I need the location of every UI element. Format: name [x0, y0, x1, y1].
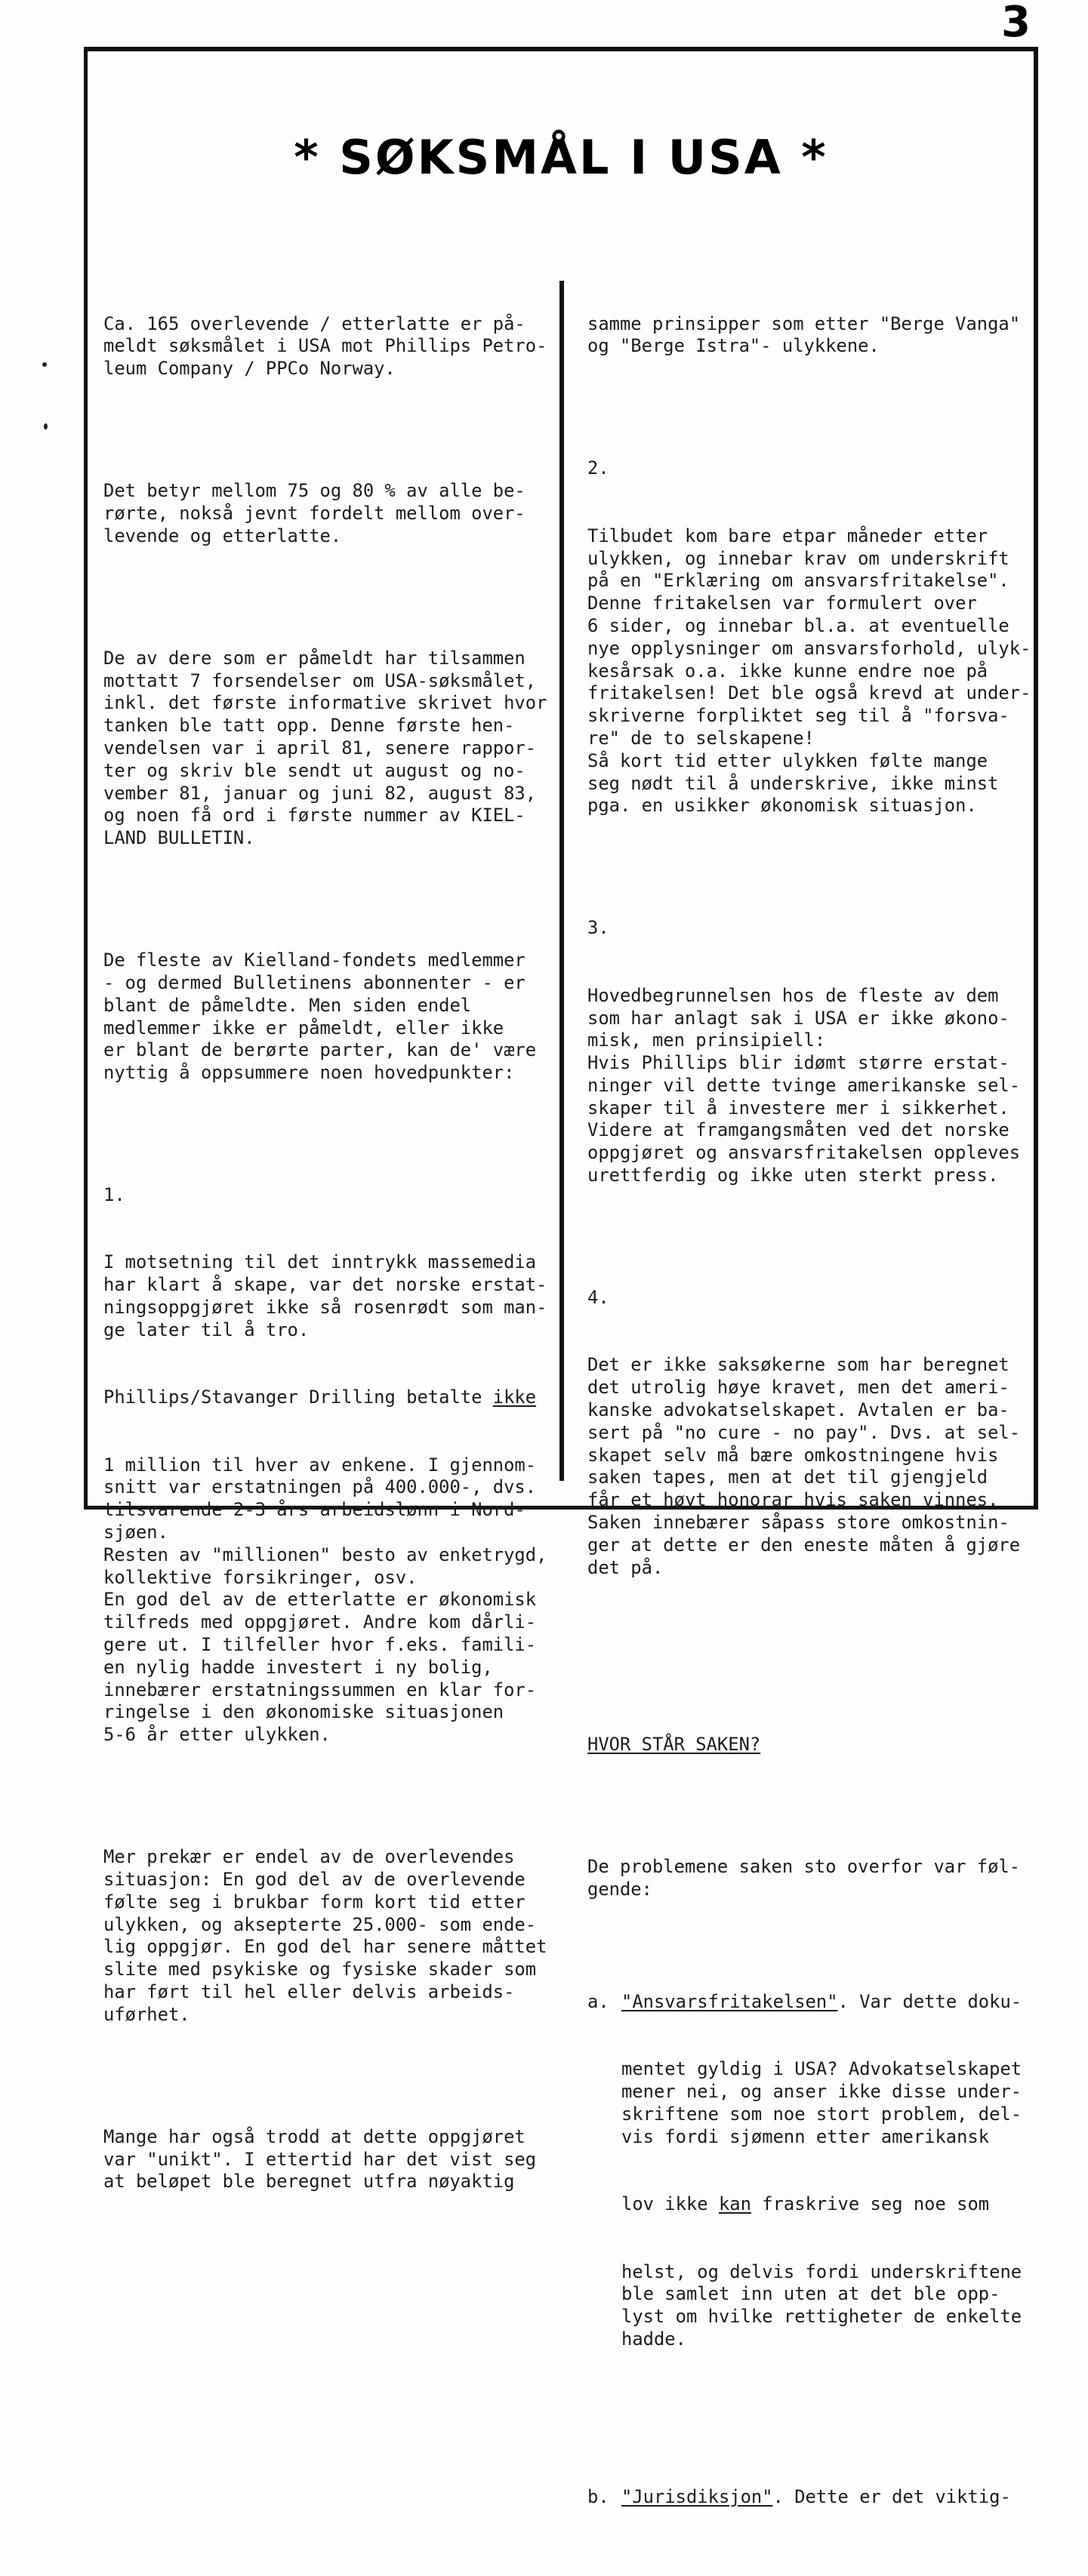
text-line: skriverne forpliktet seg til å "forsva-: [587, 705, 1009, 727]
text-line: ringelse i den økonomiske situasjonen: [103, 1701, 504, 1723]
text-line: ningsoppgjøret ikke så rosenrødt som man-: [103, 1297, 547, 1319]
text-line: 5-6 år etter ulykken.: [103, 1724, 331, 1746]
text-line: meldt søksmålet i USA mot Phillips Petro-: [103, 335, 547, 357]
list-marker: a.: [587, 1990, 609, 2012]
text-line: og noen få ord i første nummer av KIEL-: [103, 805, 526, 826]
text-line: ter og skriv ble sendt ut august og no-: [103, 759, 526, 781]
text-line: følte seg i brukbar form kort tid etter: [103, 1891, 526, 1913]
text-line: helst, og delvis fordi underskriftene: [621, 2261, 1022, 2282]
underlined-word: kan: [718, 2193, 751, 2215]
text-line: uførhet.: [103, 2003, 190, 2025]
text-line: lyst om hvilke rettigheter de enkelte: [621, 2306, 1022, 2328]
page-number: 3: [1001, 0, 1031, 47]
text-line: Mer prekær er endel av de overlevendes: [103, 1846, 515, 1868]
text-line: Hvis Phillips blir idømt større erstat-: [587, 1052, 1009, 1074]
text-line: tilsvarende 2-3 års arbeidslønn i Nord-: [103, 1499, 526, 1521]
text-line: pga. en usikker økonomisk situasjon.: [587, 795, 977, 817]
text-line: ble samlet inn uten at det ble opp-: [621, 2283, 1000, 2305]
text-line: får et høyt honorar hvis saken vinnes.: [587, 1489, 999, 1511]
text-line: misk, men prinsipiell:: [587, 1029, 826, 1051]
text-line: Det betyr mellom 75 og 80 % av alle be-: [103, 480, 526, 502]
list-item-b: [587, 2441, 1033, 2553]
text-line: kesårsak o.a. ikke kunne endre noe på: [587, 660, 988, 682]
text-line: skapet selv må bære omkostningene hvis: [587, 1444, 999, 1466]
paragraph: [587, 985, 1033, 1187]
text-line: blant de påmeldte. Men siden endel: [103, 994, 472, 1016]
section-number: 3.: [587, 917, 609, 939]
text-line: levende og etterlatte.: [103, 525, 342, 546]
text-line: urettferdig og ikke uten sterkt press.: [587, 1165, 999, 1186]
paragraph: [103, 648, 556, 850]
section-heading: HVOR STÅR SAKEN?: [587, 1734, 761, 1756]
text-line: Ca. 165 overlevende / etterlatte er på-: [103, 312, 526, 334]
text-fragment: Phillips/Stavanger Drilling betalte: [103, 1386, 493, 1408]
text-line: sjøen.: [103, 1522, 168, 1543]
text-line: vis fordi sjømenn etter amerikansk: [621, 2125, 990, 2147]
text-line: De problemene saken sto overfor var føl-: [587, 1856, 1021, 1878]
text-line: saken tapes, men at det til gjengjeld: [587, 1467, 988, 1488]
text-line: Mange har også trodd at dette oppgjøret: [103, 2125, 526, 2147]
text-fragment: lov ikke: [621, 2193, 719, 2215]
column-divider: [559, 281, 564, 1481]
text-line: tanken ble tatt opp. Denne første hen-: [103, 715, 515, 737]
text-line: oppgjøret og ansvarsfritakelsen oppleves: [587, 1142, 1021, 1164]
text-line: fritakelsen! Det ble også krevd at under-: [587, 682, 1031, 704]
text-line: Tilbudet kom bare etpar måneder etter: [587, 525, 988, 546]
text-line: Det er ikke saksøkerne som har beregnet: [587, 1354, 1009, 1376]
text-line: seg nødt til å underskrive, ikke minst: [587, 772, 999, 794]
text-fragment: . Var dette doku-: [837, 1990, 1022, 2012]
section-number: 1.: [103, 1184, 125, 1206]
paragraph: [587, 2261, 1033, 2351]
paragraph: [103, 313, 556, 380]
text-line: [587, 2193, 1033, 2216]
paragraph: [587, 525, 1033, 817]
text-line: Hovedbegrunnelsen hos de fleste av dem: [587, 984, 999, 1006]
paragraph: [103, 1846, 556, 2026]
text-line: er blant de berørte parter, kan de' være: [103, 1039, 537, 1061]
paragraph: [103, 949, 556, 1085]
right-column: [587, 268, 1033, 2576]
text-line: skriftene som noe stort problem, del-: [621, 2103, 1022, 2125]
text-line: ger at dette er den eneste måten å gjøre: [587, 1534, 1021, 1556]
text-line: mottatt 7 forsendelser om USA-søksmålet,: [103, 669, 537, 691]
text-line: vendelsen var i april 81, senere rappor-: [103, 737, 537, 759]
text-line: rørte, nokså jevnt fordelt mellom over-: [103, 502, 526, 524]
scan-speck: [44, 423, 48, 429]
text-line: tilfreds med oppgjøret. Andre kom dårli-: [103, 1611, 537, 1633]
text-line: mentet gyldig i USA? Advokatselskapet: [621, 2058, 1022, 2080]
text-line: ge later til å tro.: [103, 1319, 310, 1340]
paragraph: [103, 480, 556, 547]
text-line: mener nei, og anser ikke disse under-: [621, 2081, 1022, 2103]
paragraph: [587, 313, 1033, 359]
text-line: leum Company / PPCo Norway.: [103, 358, 396, 380]
section-number: 2.: [587, 457, 609, 479]
text-line: kanske advokatselskapet. Avtalen er ba-: [587, 1399, 1009, 1421]
text-line: var "unikt". I ettertid har det vist seg: [103, 2148, 537, 2170]
text-line: vember 81, januar og juni 82, august 83,: [103, 782, 537, 804]
text-line: ulykken, og innebar krav om underskrift: [587, 547, 1009, 569]
text-line: Videre at framgangsmåten ved det norske: [587, 1119, 1009, 1141]
text-fragment: fraskrive seg noe som: [751, 2193, 990, 2215]
text-line: samme prinsipper som etter "Berge Vanga": [587, 312, 1021, 334]
section-number: 4.: [587, 1287, 609, 1309]
text-line: slite med psykiske og fysiske skader som: [103, 1959, 537, 1980]
text-line: LAND BULLETIN.: [103, 827, 255, 849]
text-line: De fleste av Kielland-fondets medlemmer: [103, 949, 526, 971]
text-line: Saken innebærer såpass store omkostnin-: [587, 1512, 1009, 1534]
text-line: har ført til hel eller delvis arbeids-: [103, 1980, 515, 2002]
text-line: det på.: [587, 1556, 664, 1578]
text-line: De av dere som er påmeldt har tilsammen: [103, 647, 526, 669]
text-line: at beløpet ble beregnet utfra nøyaktig: [103, 2171, 515, 2193]
text-line: en nylig hadde investert i ny bolig,: [103, 1656, 493, 1678]
text-line: re" de to selskapene!: [587, 727, 815, 749]
text-line: En god del av de etterlatte er økonomisk: [103, 1589, 537, 1611]
text-line: sert på "no cure - no pay". Dvs. at sel-: [587, 1421, 1021, 1443]
paragraph: [587, 1856, 1033, 1901]
text-line: situasjon: En god del av de overlevende: [103, 1868, 526, 1890]
text-line: det utrolig høye kravet, men det ameri-: [587, 1377, 1009, 1399]
text-line: Resten av "millionen" besto av enketrygd,: [103, 1543, 547, 1565]
paragraph: [103, 1251, 556, 1341]
underlined-word: ikke: [492, 1386, 537, 1408]
text-line: innebærer erstatningssummen en klar for-: [103, 1679, 537, 1700]
article-title: * SØKSMÅL I USA *: [294, 130, 828, 185]
text-line: - og dermed Bulletinens abonnenter - er: [103, 971, 526, 993]
list-item-title: "Jurisdiksjon": [621, 2485, 773, 2507]
list-item-a: [587, 1946, 1033, 2396]
text-line: 6 sider, og innebar bl.a. at eventuelle: [587, 614, 1009, 636]
paragraph: [103, 1454, 556, 1747]
text-line: gende:: [587, 1878, 652, 1900]
text-line: lig oppgjør. En god del har senere måttet: [103, 1936, 547, 1958]
text-line: nyttig å oppsummere noen hovedpunkter:: [103, 1062, 515, 1084]
text-line: ninger vil dette tvinge amerikanske sel-: [587, 1074, 1021, 1096]
list-marker: b.: [587, 2485, 609, 2507]
text-line: som har anlagt sak i USA er ikke økono-: [587, 1007, 1009, 1029]
left-column: [103, 268, 556, 2216]
list-item-title: "Ansvarsfritakelsen": [621, 1990, 838, 2012]
text-line: I motsetning til det inntrykk massemedia: [103, 1251, 537, 1273]
text-line: og "Berge Istra"- ulykkene.: [587, 335, 880, 357]
text-line: ulykken, og aksepterte 25.000- som ende-: [103, 1913, 537, 1935]
text-line: skaper til å investere mer i sikkerhet.: [587, 1097, 1009, 1119]
text-line: hadde.: [621, 2328, 686, 2350]
text-line: snitt var erstatningen på 400.000-, dvs.: [103, 1476, 537, 1498]
text-line: [103, 1386, 556, 1409]
text-line: på en "Erklæring om ansvarsfritakelse".: [587, 570, 1009, 592]
text-line: inkl. det første informative skrivet hvor: [103, 692, 547, 714]
paragraph: [587, 2058, 1033, 2148]
text-line: kollektive forsikringer, osv.: [103, 1566, 418, 1588]
text-line: Denne fritakelsen var formulert over: [587, 592, 977, 614]
text-line: gere ut. I tilfeller hvor f.eks. famili-: [103, 1634, 537, 1656]
paragraph: [103, 2126, 556, 2193]
scan-speck: [42, 362, 47, 367]
text-line: medlemmer ikke er påmeldt, eller ikke: [103, 1017, 504, 1039]
text-line: nye opplysninger om ansvarsforhold, ulyk-: [587, 637, 1031, 659]
text-line: Så kort tid etter ulykken følte mange: [587, 749, 988, 771]
text-line: har klart å skape, var det norske erstat-: [103, 1274, 547, 1296]
text-line: 1 million til hver av enkene. I gjennom-: [103, 1454, 537, 1476]
text-fragment: . Dette er det viktig-: [772, 2485, 1011, 2507]
